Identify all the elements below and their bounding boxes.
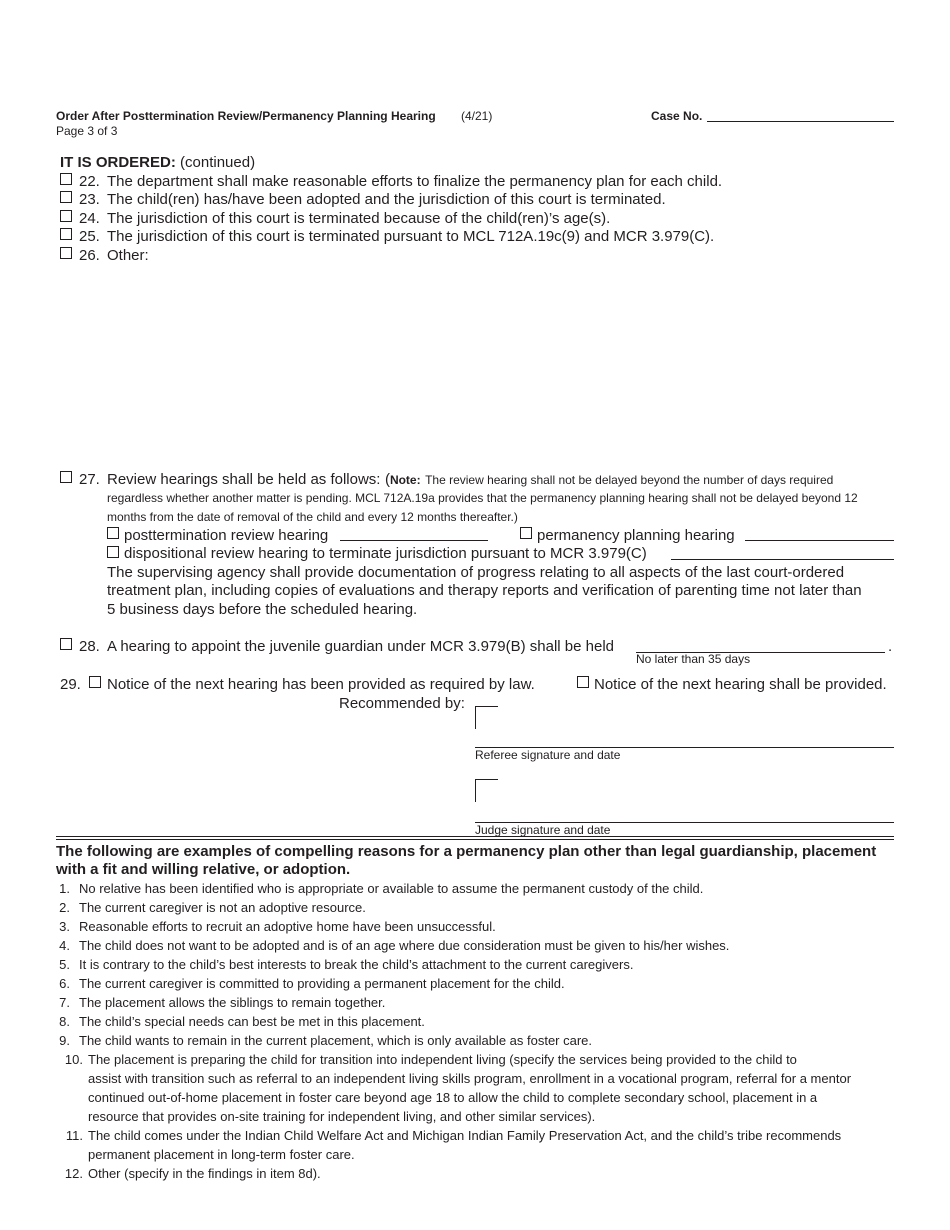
reason-number: 10.	[64, 1052, 83, 1067]
reason-text: Other (specify in the findings in item 8d).	[88, 1166, 321, 1181]
reason-number: 9.	[59, 1033, 70, 1048]
ordered-item-checkbox[interactable]	[60, 210, 72, 222]
reason-text: The child comes under the Indian Child Welfare Act and Michigan Indian Family Preservation Act, and the child’s tribe recommends	[88, 1128, 842, 1143]
page-number: Page 3 of 3	[56, 124, 118, 138]
reason-text: The current caregiver is committed to providing a permanent placement for the child.	[79, 976, 565, 991]
divider-bottom	[56, 839, 894, 840]
ordered-item-checkbox[interactable]	[60, 247, 72, 259]
form-version: (4/21)	[461, 109, 493, 123]
item28-number: 28.	[79, 638, 100, 655]
dispositional-date-field[interactable]	[671, 559, 894, 560]
ordered-item-checkbox[interactable]	[60, 228, 72, 240]
item28-period: .	[888, 638, 893, 655]
notice-shall-checkbox[interactable]	[577, 676, 589, 688]
notice-shall-label: Notice of the next hearing shall be provided.	[594, 676, 887, 693]
reason-number: 4.	[59, 938, 70, 953]
reason-text: Reasonable efforts to recruit an adoptive home have been unsuccessful.	[79, 919, 496, 934]
referee-signature-corner	[475, 706, 498, 729]
reason-number: 1.	[59, 881, 70, 896]
judge-signature-corner	[475, 779, 498, 802]
divider-top	[56, 836, 894, 837]
ordered-item-number: 26.	[79, 247, 100, 264]
item27-para-line1: The supervising agency shall provide documentation of progress relating to all aspects of the last court-ordered	[107, 564, 845, 581]
ordered-item-number: 22.	[79, 173, 100, 190]
reason-number: 7.	[59, 995, 70, 1010]
reason-number: 3.	[59, 919, 70, 934]
permanency-date-field[interactable]	[745, 540, 894, 541]
reason-text: assist with transition such as referral to an independent living skills program, enrollment in a vocational program, referral for a mentor	[88, 1071, 852, 1086]
item27-heading: Review hearings shall be held as follows: (Note: The review hearing shall not be delayed beyond the number of days required	[107, 471, 834, 488]
reason-text: It is contrary to the child’s best interests to break the child’s attachment to the current caregivers.	[79, 957, 634, 972]
reason-number: 11.	[65, 1128, 83, 1143]
reason-text: The placement is preparing the child for transition into independent living (specify the services being provided to the child to	[88, 1052, 797, 1067]
item28-caption: No later than 35 days	[636, 652, 751, 666]
ordered-item-number: 25.	[79, 228, 100, 245]
permanency-checkbox[interactable]	[520, 527, 532, 539]
reason-text: The child does not want to be adopted and is of an age where due consideration must be given to his/her wishes.	[79, 938, 730, 953]
item27-note-line3: months from the date of removal of the child and every 12 months thereafter.)	[107, 510, 518, 524]
reason-number: 2.	[59, 900, 70, 915]
ordered-heading: IT IS ORDERED: (continued)	[60, 154, 256, 171]
ordered-item-text: Other:	[107, 247, 149, 264]
ordered-item-number: 23.	[79, 191, 100, 208]
item27-para-line2: treatment plan, including copies of evaluations and therapy reports and verification of parenting time not later than	[107, 582, 862, 599]
reason-text: The current caregiver is not an adoptive resource.	[79, 900, 366, 915]
reason-text: permanent placement in long-term foster care.	[88, 1147, 355, 1162]
reasons-heading-line2: with a fit and willing relative, or adoption.	[56, 861, 351, 878]
item28-checkbox[interactable]	[60, 638, 72, 650]
notice-provided-label: Notice of the next hearing has been provided as required by law.	[107, 676, 535, 693]
item27-para-line3: 5 business days before the scheduled hearing.	[107, 601, 418, 618]
reason-number: 8.	[59, 1014, 70, 1029]
ordered-item-text: The jurisdiction of this court is terminated because of the child(ren)’s age(s).	[107, 210, 611, 227]
item27-checkbox[interactable]	[60, 471, 72, 483]
posttermination-date-field[interactable]	[340, 540, 488, 541]
reason-text: The child wants to remain in the current placement, which is only available as foster care.	[79, 1033, 593, 1048]
referee-signature-caption: Referee signature and date	[475, 748, 621, 762]
reason-number: 5.	[59, 957, 70, 972]
ordered-item-checkbox[interactable]	[60, 191, 72, 203]
reasons-heading-line1: The following are examples of compelling reasons for a permanency plan other than legal guardianship, placement	[56, 843, 877, 860]
case-no-label: Case No.	[651, 109, 703, 123]
reason-text: resource that provides on-site training for independent living, and other similar services).	[88, 1109, 596, 1124]
ordered-item-text: The child(ren) has/have been adopted and the jurisdiction of this court is terminated.	[107, 191, 666, 208]
notice-provided-checkbox[interactable]	[89, 676, 101, 688]
item29-number: 29.	[60, 676, 81, 693]
reason-number: 6.	[59, 976, 70, 991]
reason-text: No relative has been identified who is appropriate or available to assume the permanent custody of the child.	[79, 881, 704, 896]
dispositional-label: dispositional review hearing to terminate jurisdiction pursuant to MCR 3.979(C)	[124, 545, 647, 562]
item27-note-line2: regardless whether another matter is pending. MCL 712A.19a provides that the permanency planning hearing shall not be delayed beyond 12	[107, 491, 858, 505]
posttermination-label: posttermination review hearing	[124, 527, 329, 544]
reason-text: The child’s special needs can best be met in this placement.	[79, 1014, 425, 1029]
reason-text: continued out-of-home placement in foster care beyond age 18 to allow the child to complete secondary school, placement in a	[88, 1090, 818, 1105]
posttermination-checkbox[interactable]	[107, 527, 119, 539]
recommended-by-label: Recommended by:	[339, 695, 465, 712]
reason-number: 12.	[64, 1166, 83, 1181]
form-title: Order After Posttermination Review/Permanency Planning Hearing	[56, 109, 436, 123]
case-no-field[interactable]	[707, 121, 894, 122]
ordered-item-checkbox[interactable]	[60, 173, 72, 185]
item28-text: A hearing to appoint the juvenile guardian under MCR 3.979(B) shall be held	[107, 638, 614, 655]
item27-number: 27.	[79, 471, 100, 488]
ordered-item-text: The department shall make reasonable efforts to finalize the permanency plan for each child.	[107, 173, 723, 190]
ordered-item-text: The jurisdiction of this court is terminated pursuant to MCL 712A.19c(9) and MCR 3.979(C).	[107, 228, 715, 245]
permanency-label: permanency planning hearing	[537, 527, 735, 544]
judge-signature-caption: Judge signature and date	[475, 823, 611, 837]
dispositional-checkbox[interactable]	[107, 546, 119, 558]
reason-text: The placement allows the siblings to remain together.	[79, 995, 386, 1010]
ordered-item-number: 24.	[79, 210, 100, 227]
